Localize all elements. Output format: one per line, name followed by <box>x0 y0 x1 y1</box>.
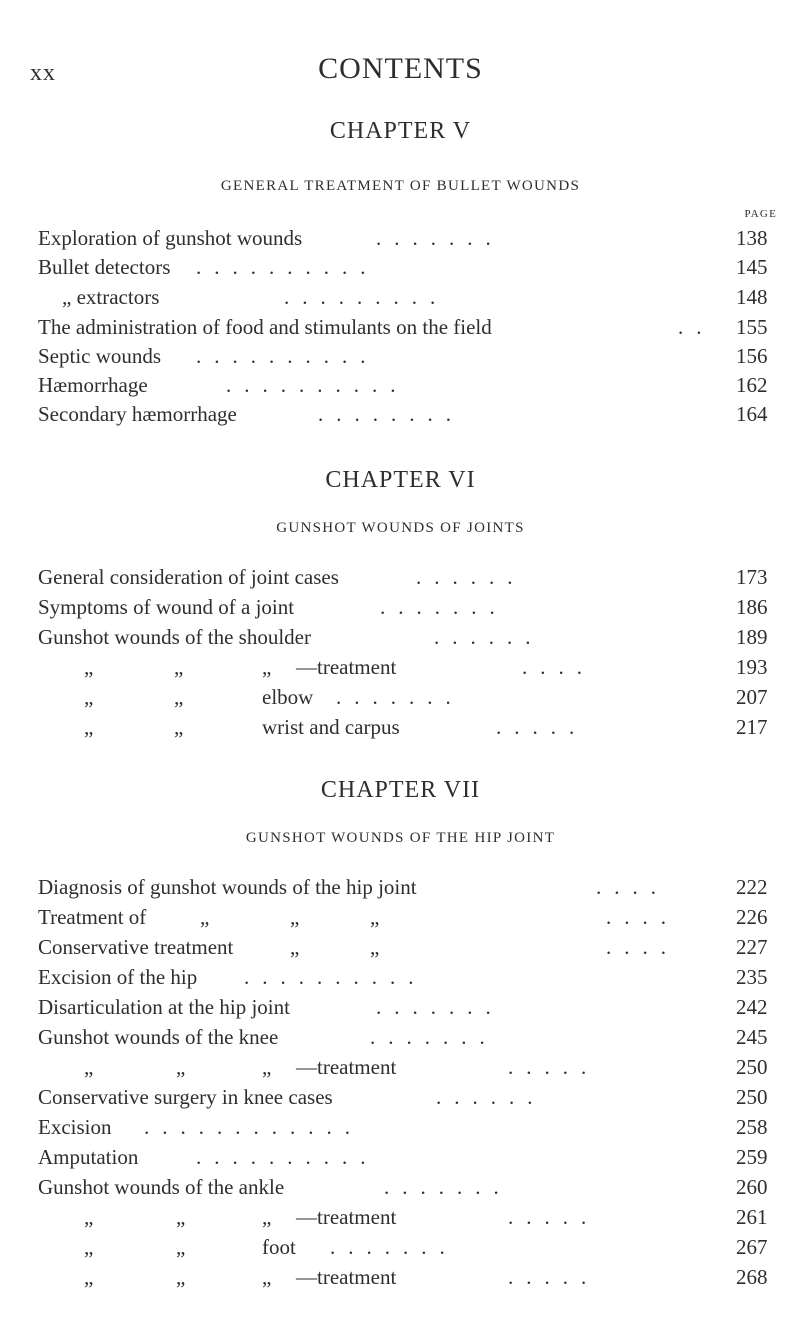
leader-dots: .......... <box>226 373 409 397</box>
toc-entry[interactable] <box>0 902 801 932</box>
entry-text: —treatment <box>296 655 397 679</box>
toc-entry[interactable] <box>0 992 801 1022</box>
toc-entry[interactable] <box>0 282 801 312</box>
leader-dots: ........ <box>318 402 464 426</box>
running-head <box>0 50 801 90</box>
toc-entry[interactable] <box>0 1262 801 1292</box>
entry-text: Gunshot wounds of the shoulder <box>38 625 311 649</box>
ditto-mark: „ <box>174 655 184 679</box>
leader-dots: ..... <box>496 715 588 739</box>
toc-entry[interactable] <box>0 562 801 592</box>
entry-text: Gunshot wounds of the ankle <box>38 1175 285 1199</box>
ditto-mark: „ <box>174 715 184 739</box>
ditto-mark: „ <box>290 905 300 929</box>
entry-text: General consideration of joint cases <box>38 565 339 589</box>
toc-entry[interactable] <box>0 1022 801 1052</box>
leader-dots: ..... <box>508 1265 600 1289</box>
entry-page: 235 <box>736 965 768 989</box>
entry-page: 145 <box>736 255 768 279</box>
entry-page: 162 <box>736 373 768 397</box>
toc-entry[interactable] <box>0 223 801 253</box>
toc-entry[interactable] <box>0 1112 801 1142</box>
toc-entry[interactable] <box>0 1052 801 1082</box>
leader-dots: ..... <box>508 1205 600 1229</box>
leader-dots: .... <box>606 905 679 929</box>
chapter-subtitle: GUNSHOT WOUNDS OF THE HIP JOINT <box>245 830 556 846</box>
toc-entry[interactable] <box>0 712 801 742</box>
leader-dots: .... <box>596 875 669 899</box>
ditto-mark: „ <box>84 1055 94 1079</box>
entry-text: wrist and carpus <box>262 715 400 739</box>
entry-text: Conservative treatment <box>38 935 234 959</box>
entry-page: 207 <box>736 685 768 709</box>
entry-text: Conservative surgery in knee cases <box>38 1085 333 1109</box>
entry-text: Treatment of <box>38 905 147 929</box>
toc-entry[interactable] <box>0 370 801 400</box>
ditto-mark: „ <box>84 715 94 739</box>
ditto-mark: „ <box>262 1265 272 1289</box>
page-number-roman: xx <box>30 60 56 86</box>
ditto-mark: „ <box>200 905 210 929</box>
toc-entry[interactable] <box>0 1232 801 1262</box>
ditto-mark: „ <box>176 1235 186 1259</box>
chapter-title: CHAPTER V <box>329 118 472 144</box>
ditto-mark: „ <box>176 1205 186 1229</box>
ditto-mark: „ <box>84 1265 94 1289</box>
toc-entry[interactable] <box>0 252 801 282</box>
entry-page: 268 <box>736 1265 768 1289</box>
ditto-mark: „ <box>176 1055 186 1079</box>
toc-entry[interactable] <box>0 932 801 962</box>
entry-text: —treatment <box>296 1055 397 1079</box>
entry-page: 156 <box>736 344 768 368</box>
entry-text: foot <box>262 1235 296 1259</box>
page-title: CONTENTS <box>318 52 483 85</box>
entry-page: 189 <box>736 625 768 649</box>
toc-entry[interactable] <box>0 1202 801 1232</box>
entry-page: 217 <box>736 715 768 739</box>
ditto-mark: „ <box>370 905 380 929</box>
entry-text: Exploration of gunshot wounds <box>38 226 303 250</box>
entry-text: elbow <box>262 685 314 709</box>
entry-text: Secondary hæmorrhage <box>38 402 237 426</box>
leader-dots: ....... <box>376 226 504 250</box>
leader-dots: ....... <box>380 595 508 619</box>
entry-text: „ extractors <box>62 285 160 309</box>
entry-page: 155 <box>736 315 768 339</box>
entry-text: Bullet detectors <box>38 255 171 279</box>
entry-page: 259 <box>736 1145 768 1169</box>
leader-dots: ....... <box>370 1025 498 1049</box>
leader-dots: ....... <box>384 1175 512 1199</box>
entry-page: 260 <box>736 1175 768 1199</box>
ditto-mark: „ <box>84 685 94 709</box>
entry-text: Excision <box>38 1115 112 1139</box>
entry-text: Gunshot wounds of the knee <box>38 1025 279 1049</box>
leader-dots: ...... <box>436 1085 546 1109</box>
toc-entry[interactable] <box>0 341 801 371</box>
leader-dots: ..... <box>508 1055 600 1079</box>
page-column-heading: PAGE <box>744 208 777 220</box>
entry-page: 164 <box>736 402 768 426</box>
chapter-title: CHAPTER VI <box>325 467 476 493</box>
entry-page: 186 <box>736 595 768 619</box>
leader-dots: ......... <box>284 285 449 309</box>
leader-dots: .. <box>678 315 715 339</box>
leader-dots: .... <box>606 935 679 959</box>
leader-dots: .... <box>522 655 595 679</box>
toc-entry[interactable] <box>0 1172 801 1202</box>
entry-page: 245 <box>736 1025 768 1049</box>
toc-entry[interactable] <box>0 622 801 652</box>
ditto-mark: „ <box>84 1235 94 1259</box>
entry-text: Symptoms of wound of a joint <box>38 595 295 619</box>
entry-text: Septic wounds <box>38 344 162 368</box>
entry-text: Hæmorrhage <box>38 373 148 397</box>
leader-dots: .......... <box>196 1145 379 1169</box>
leader-dots: ...... <box>434 625 544 649</box>
ditto-mark: „ <box>84 655 94 679</box>
leader-dots: ....... <box>376 995 504 1019</box>
entry-text: Excision of the hip <box>38 965 198 989</box>
entry-page: 258 <box>736 1115 768 1139</box>
entry-page: 250 <box>736 1085 768 1109</box>
entry-page: 267 <box>736 1235 768 1259</box>
entry-page: 193 <box>736 655 768 679</box>
toc-entry[interactable] <box>0 682 801 712</box>
entry-text: Diagnosis of gunshot wounds of the hip joint <box>38 875 417 899</box>
leader-dots: ....... <box>336 685 464 709</box>
leader-dots: .......... <box>196 255 379 279</box>
leader-dots: ...... <box>416 565 526 589</box>
toc-entry[interactable] <box>0 872 801 902</box>
leader-dots: ............ <box>144 1115 363 1139</box>
entry-page: 242 <box>736 995 768 1019</box>
entry-page: 222 <box>736 875 768 899</box>
toc-entry[interactable] <box>0 399 801 429</box>
ditto-mark: „ <box>370 935 380 959</box>
toc-entry[interactable] <box>0 592 801 622</box>
entry-text: —treatment <box>296 1265 397 1289</box>
entry-page: 250 <box>736 1055 768 1079</box>
ditto-mark: „ <box>290 935 300 959</box>
ditto-mark: „ <box>84 1205 94 1229</box>
ditto-mark: „ <box>262 1205 272 1229</box>
entry-page: 148 <box>736 285 768 309</box>
toc-entry[interactable] <box>0 1142 801 1172</box>
chapter-subtitle: GENERAL TREATMENT OF BULLET WOUNDS <box>220 178 581 194</box>
toc-entry[interactable] <box>0 962 801 992</box>
entry-text: Disarticulation at the hip joint <box>38 995 290 1019</box>
chapter-subtitle: GUNSHOT WOUNDS OF JOINTS <box>276 520 525 536</box>
ditto-mark: „ <box>262 1055 272 1079</box>
toc-entry[interactable] <box>0 652 801 682</box>
entry-page: 227 <box>736 935 768 959</box>
entry-text: —treatment <box>296 1205 397 1229</box>
leader-dots: .......... <box>196 344 379 368</box>
leader-dots: .......... <box>244 965 427 989</box>
entry-page: 173 <box>736 565 768 589</box>
chapter-title: CHAPTER VII <box>320 777 481 803</box>
leader-dots: ....... <box>330 1235 458 1259</box>
entry-text: The administration of food and stimulants on the field <box>38 315 492 339</box>
entry-text: Amputation <box>38 1145 139 1169</box>
toc-entry[interactable] <box>0 1082 801 1112</box>
ditto-mark: „ <box>262 655 272 679</box>
entry-page: 138 <box>736 226 768 250</box>
entry-page: 261 <box>736 1205 768 1229</box>
ditto-mark: „ <box>174 685 184 709</box>
entry-page: 226 <box>736 905 768 929</box>
ditto-mark: „ <box>176 1265 186 1289</box>
toc-entry[interactable] <box>0 312 801 342</box>
